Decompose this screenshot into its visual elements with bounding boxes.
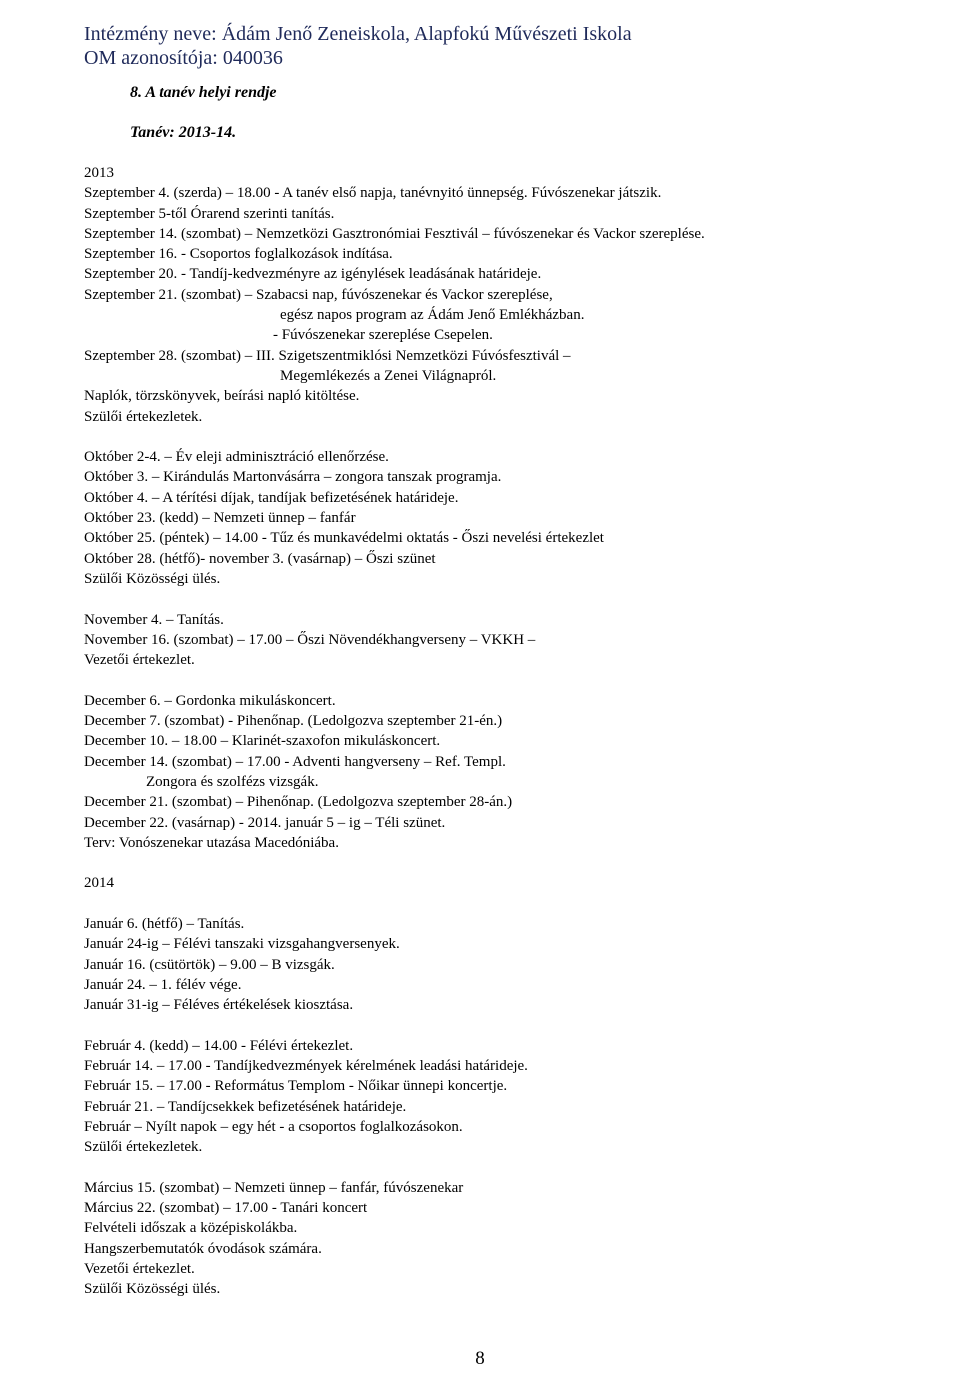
school-year: Tanév: 2013-14. [130, 124, 237, 141]
february-section [84, 1036, 884, 1158]
schedule-line: Január 24. – 1. félév vége. [84, 976, 242, 993]
schedule-line: Naplók, törzskönyvek, beírási napló kitöltése. [84, 388, 360, 405]
schedule-line: Terv: Vonószenekar utazása Macedóniába. [84, 834, 339, 851]
schedule-line: Október 4. – A térítési díjak, tandíjak befizetésének határideje. [84, 489, 459, 506]
schedule-line: December 6. – Gordonka mikuláskoncert. [84, 692, 336, 709]
om-identifier: OM azonosítója: 040036 [84, 47, 283, 69]
january-section [84, 914, 884, 1015]
schedule-line: Október 2-4. – Év eleji adminisztráció ellenőrzése. [84, 449, 389, 466]
schedule-line: Január 24-ig – Félévi tanszaki vizsgahangversenyek. [84, 936, 400, 953]
november-section [84, 610, 884, 671]
schedule-line: Szülői Közösségi ülés. [84, 1281, 221, 1298]
schedule-line: Október 3. – Kirándulás Martonvásárra – zongora tanszak programja. [84, 469, 502, 486]
schedule-line: December 7. (szombat) - Pihenőnap. (Ledolgozva szeptember 21-én.) [84, 713, 503, 730]
schedule-line: Szeptember 16. - Csoportos foglalkozások indítása. [84, 246, 393, 263]
schedule-line: Szülői értekezletek. [84, 408, 203, 425]
schedule-line: November 4. – Tanítás. [84, 611, 224, 628]
schedule-line: Szülői értekezletek. [84, 1139, 203, 1156]
schedule-line: Február 4. (kedd) – 14.00 - Félévi értekezlet. [84, 1037, 354, 1054]
schedule-line: Zongora és szolfézs vizsgák. [146, 773, 319, 790]
december-section [84, 691, 884, 853]
year-heading-2013: 2013 [84, 165, 114, 181]
schedule-line: Február 14. – 17.00 - Tandíjkedvezmények kérelmének leadási határideje. [84, 1058, 528, 1075]
schedule-line: Október 23. (kedd) – Nemzeti ünnep – fanfár [84, 510, 356, 527]
schedule-line: December 21. (szombat) – Pihenőnap. (Ledolgozva szeptember 28-án.) [84, 794, 513, 811]
october-section [84, 447, 884, 589]
section-title: 8. A tanév helyi rendje [130, 84, 277, 101]
schedule-line: Megemlékezés a Zenei Világnapról. [280, 367, 497, 384]
institution-name: Intézmény neve: Ádám Jenő Zeneiskola, Alapfokú Művészeti Iskola [84, 23, 632, 45]
schedule-line: Szeptember 21. (szombat) – Szabacsi nap, fúvószenekar és Vackor szereplése, [84, 286, 553, 303]
schedule-line: Szeptember 4. (szerda) – 18.00 - A tanév első napja, tanévnyitó ünnepség. Fúvószenekar játszik. [84, 185, 662, 202]
schedule-line: Február 15. – 17.00 - Református Templom - Nőikar ünnepi koncertje. [84, 1078, 508, 1095]
schedule-line: Január 16. (csütörtök) – 9.00 – B vizsgák. [84, 956, 335, 973]
schedule-line: Február 21. – Tandíjcsekkek befizetésének határideje. [84, 1098, 407, 1115]
page-number: 8 [475, 1348, 485, 1369]
schedule-line: Március 15. (szombat) – Nemzeti ünnep – fanfár, fúvószenekar [84, 1179, 464, 1196]
schedule-line: Március 22. (szombat) – 17.00 - Tanári koncert [84, 1200, 368, 1217]
schedule-line: Felvételi időszak a középiskolákba. [84, 1220, 298, 1237]
schedule-line: Október 28. (hétfő)- november 3. (vasárnap) – Őszi szünet [84, 550, 436, 567]
schedule-line: - Fúvószenekar szereplése Csepelen. [273, 327, 493, 344]
september-section [84, 183, 884, 427]
schedule-line: Október 25. (péntek) – 14.00 - Tűz és munkavédelmi oktatás - Őszi nevelési értekezlet [84, 530, 604, 547]
schedule-line: Szülői Közösségi ülés. [84, 570, 221, 587]
schedule-line: Szeptember 14. (szombat) – Nemzetközi Gasztronómiai Fesztivál – fúvószenekar és Vackor szereplése. [84, 225, 705, 242]
march-section [84, 1178, 884, 1300]
schedule-line: Január 6. (hétfő) – Tanítás. [84, 915, 245, 932]
schedule-line: December 14. (szombat) – 17.00 - Adventi hangverseny – Ref. Templ. [84, 753, 506, 770]
schedule-line: November 16. (szombat) – 17.00 – Őszi Növendékhangverseny – VKKH – [84, 631, 536, 648]
schedule-line: Hangszerbemutatók óvodások számára. [84, 1240, 322, 1257]
schedule-line: Vezetői értekezlet. [84, 652, 195, 669]
schedule-line: Január 31-ig – Féléves értékelések kiosztása. [84, 997, 354, 1014]
schedule-line: egész napos program az Ádám Jenő Emlékházban. [280, 307, 585, 324]
page-header [84, 22, 632, 70]
schedule-line: Vezetői értekezlet. [84, 1261, 195, 1278]
schedule-line: Szeptember 5-től Órarend szerinti tanítás. [84, 205, 335, 222]
schedule-body [84, 163, 884, 1300]
schedule-line: Február – Nyílt napok – egy hét - a csoportos foglalkozásokon. [84, 1118, 463, 1135]
schedule-line: December 22. (vasárnap) - 2014. január 5 – ig – Téli szünet. [84, 814, 446, 831]
schedule-line: Szeptember 20. - Tandíj-kedvezményre az igénylések leadásának határideje. [84, 266, 542, 283]
schedule-line: December 10. – 18.00 – Klarinét-szaxofon mikuláskoncert. [84, 733, 441, 750]
schedule-line: Szeptember 28. (szombat) – III. Szigetszentmiklósi Nemzetközi Fúvósfesztivál – [84, 347, 571, 364]
year-heading-2014: 2014 [84, 875, 114, 892]
